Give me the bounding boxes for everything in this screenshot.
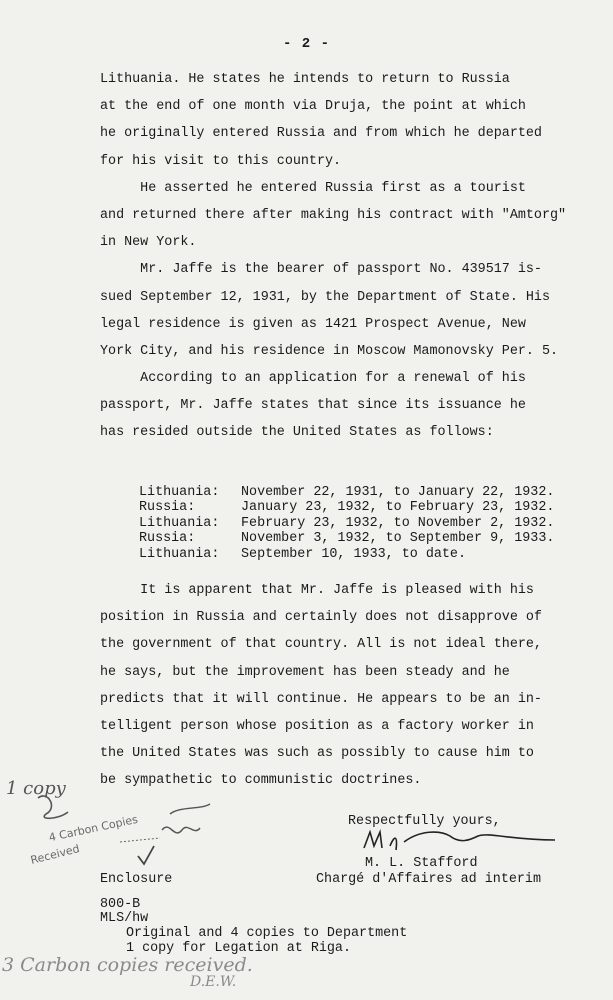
signature-scrawl-icon bbox=[360, 826, 560, 860]
text-line: at the end of one month via Druja, the point at which bbox=[100, 99, 526, 115]
handwritten-bottom-note: 3 Carbon copies received. bbox=[2, 954, 253, 976]
page-number: - 2 - bbox=[282, 36, 330, 52]
text-line: and returned there after making his contract with "Amtorg" bbox=[100, 207, 567, 223]
file-code-line: MLS/hw bbox=[100, 911, 149, 926]
text-line: Mr. Jaffe is the bearer of passport No. 439517 is- bbox=[100, 262, 542, 278]
residence-table bbox=[139, 485, 554, 562]
stamp-scribble-icon bbox=[90, 800, 220, 870]
table-row bbox=[139, 500, 554, 515]
period-cell: November 3, 1932, to September 9, 1933. bbox=[241, 531, 555, 547]
text-line: for his visit to this country. bbox=[100, 153, 342, 169]
text-line: the United States was such as possibly to cause him to bbox=[100, 746, 534, 762]
distribution-line: 1 copy for Legation at Riga. bbox=[126, 941, 351, 956]
distribution-line: Original and 4 copies to Department bbox=[126, 926, 408, 941]
country-cell: Lithuania: bbox=[139, 485, 220, 500]
enclosure-label: Enclosure bbox=[100, 872, 173, 887]
text-line: has resided outside the United States as follows: bbox=[100, 425, 494, 441]
distribution-list bbox=[126, 926, 407, 956]
body-text bbox=[100, 66, 580, 447]
text-line: passport, Mr. Jaffe states that since its issuance he bbox=[100, 398, 526, 414]
text-line: He asserted he entered Russia first as a tourist bbox=[100, 180, 526, 196]
table-row bbox=[139, 547, 554, 562]
handwritten-initials: D.E.W. bbox=[190, 974, 237, 990]
stamp-carbon-copies: 4 Carbon Copies bbox=[47, 812, 139, 845]
signature-name: M. L. Stafford bbox=[365, 856, 478, 871]
country-cell: Russia: bbox=[139, 531, 196, 547]
table-row bbox=[139, 531, 554, 546]
signature-title: Chargé d'Affaires ad interim bbox=[316, 872, 541, 887]
text-line: in New York. bbox=[100, 235, 197, 251]
text-line: position in Russia and certainly does not disapprove of bbox=[100, 610, 542, 626]
text-line: York City, and his residence in Moscow Mamonovsky Per. 5. bbox=[100, 343, 559, 359]
text-line: the government of that country. All is not ideal there, bbox=[100, 637, 542, 653]
period-cell: February 23, 1932, to November 2, 1932. bbox=[241, 515, 555, 531]
text-line: telligent person whose position as a factory worker in bbox=[100, 718, 534, 734]
text-line: sued September 12, 1931, by the Department of State. His bbox=[100, 289, 550, 305]
period-cell: November 22, 1931, to January 22, 1932. bbox=[241, 485, 555, 500]
country-cell: Lithuania: bbox=[139, 546, 220, 562]
handwritten-copy-note: 1 copy bbox=[6, 778, 66, 799]
closing-paragraph bbox=[100, 577, 542, 795]
country-cell: Lithuania: bbox=[139, 515, 220, 531]
text-line: legal residence is given as 1421 Prospect Avenue, New bbox=[100, 316, 526, 332]
text-line: predicts that it will continue. He appears to be an in- bbox=[100, 691, 542, 707]
text-line: he originally entered Russia and from which he departed bbox=[100, 126, 542, 142]
table-row bbox=[139, 516, 554, 531]
period-cell: January 23, 1932, to February 23, 1932. bbox=[241, 500, 555, 516]
text-line: According to an application for a renewal of his bbox=[100, 371, 526, 387]
file-code-line: 800-B bbox=[100, 897, 141, 912]
text-line: Lithuania. He states he intends to return to Russia bbox=[100, 72, 510, 87]
stamp-received: Received bbox=[29, 842, 81, 867]
period-cell: September 10, 1933, to date. bbox=[241, 546, 466, 562]
signature-salutation: Respectfully yours, bbox=[348, 814, 501, 829]
table-row bbox=[139, 485, 554, 500]
file-code bbox=[100, 898, 148, 926]
text-line: he says, but the improvement has been steady and he bbox=[100, 664, 510, 680]
text-line: be sympathetic to communistic doctrines. bbox=[100, 773, 422, 789]
text-line: It is apparent that Mr. Jaffe is pleased with his bbox=[100, 583, 534, 598]
country-cell: Russia: bbox=[139, 500, 196, 516]
